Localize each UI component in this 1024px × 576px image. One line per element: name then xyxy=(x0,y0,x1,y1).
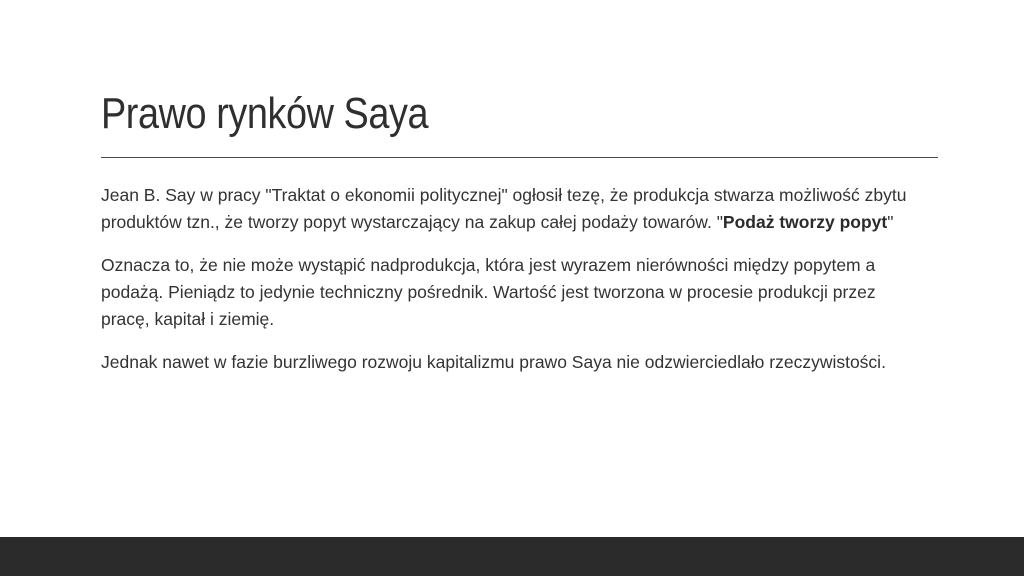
paragraph-2: Oznacza to, że nie może wystąpić nadprodukcja, która jest wyrazem nierówności między popytem a podażą. Pieniądz to jedynie techniczny pośrednik. Wartość jest tworzona w procesie produkcji przez pracę, kapitał i ziemię. xyxy=(101,255,876,329)
paragraph-1 xyxy=(101,182,921,236)
title-divider xyxy=(101,157,938,158)
footer-bar xyxy=(0,537,1024,576)
paragraph-1-text: Jean B. Say w pracy "Traktat o ekonomii politycznej" ogłosił tezę, że produkcja stwarza możliwość zbytu produktów tzn., że tworzy popyt wystarczający na zakup całej podaży towarów. " xyxy=(101,185,907,232)
paragraph-1-emphasis: Podaż tworzy popyt xyxy=(722,212,888,232)
slide-title: Prawo rynków Saya xyxy=(101,89,429,138)
paragraph-1-closing-quote: " xyxy=(887,212,894,232)
paragraph-3: Jednak nawet w fazie burzliwego rozwoju kapitalizmu prawo Saya nie odzwierciedlało rzeczywistości. xyxy=(101,352,886,372)
slide-content xyxy=(101,182,921,392)
